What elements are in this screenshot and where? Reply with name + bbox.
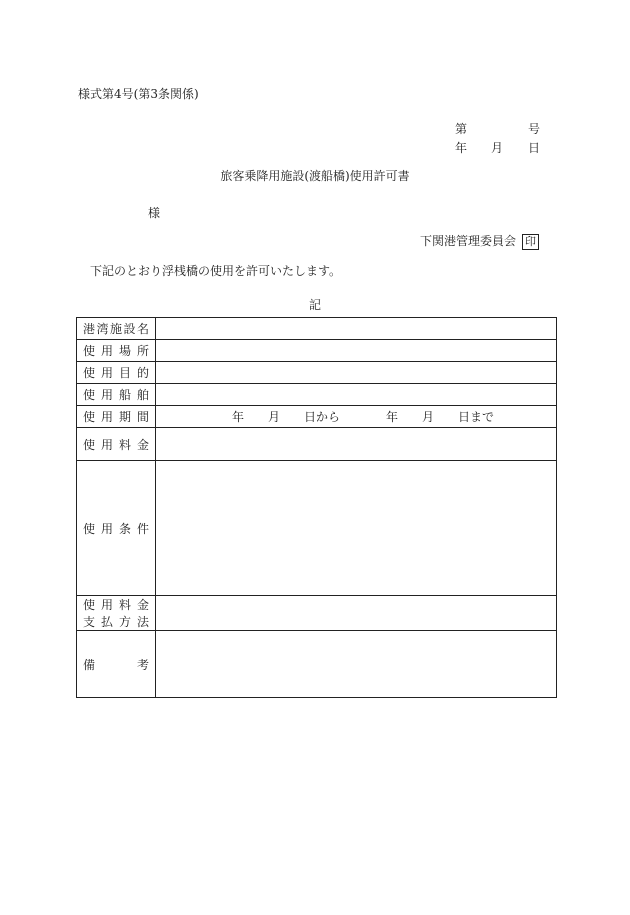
label-purpose	[77, 362, 156, 384]
label-two-line	[77, 596, 155, 630]
value-period	[156, 406, 557, 428]
ki-heading: 記	[308, 298, 321, 312]
label-text	[77, 596, 155, 613]
label-char: 件	[136, 521, 149, 536]
label-char: 湾	[96, 322, 109, 336]
period-end-month: 月	[422, 410, 435, 424]
label-char: 船	[118, 388, 131, 402]
seal-mark: 印	[522, 234, 539, 250]
number-prefix: 第	[455, 122, 468, 136]
label-facility	[77, 318, 156, 340]
label-char: 期	[118, 410, 131, 424]
table-row	[77, 384, 557, 406]
value-facility	[156, 318, 557, 340]
label-char: 料	[118, 437, 131, 452]
form-number: 様式第4号(第3条関係)	[78, 87, 199, 101]
label-text	[77, 613, 155, 630]
label-char: 考	[136, 657, 149, 672]
label-fee	[77, 428, 156, 461]
label-char: 使	[83, 598, 96, 612]
label-char: 払	[100, 615, 113, 629]
value-fee	[156, 428, 557, 461]
number-suffix: 号	[528, 122, 541, 136]
label-char: 方	[118, 615, 131, 629]
value-remarks	[156, 631, 557, 698]
label-char: 金	[136, 437, 149, 452]
label-char: 用	[100, 437, 113, 452]
label-text	[77, 320, 155, 337]
value-purpose	[156, 362, 557, 384]
label-char: 用	[100, 521, 113, 536]
label-char: 舶	[136, 388, 149, 402]
addressee-suffix: 様	[148, 206, 161, 220]
label-char: 用	[100, 366, 113, 380]
label-text	[77, 436, 155, 453]
value-vessel	[156, 384, 557, 406]
document-title: 旅客乗降用施設(渡船橋)使用許可書	[220, 169, 410, 183]
table-row	[77, 596, 557, 631]
label-char: 施	[109, 322, 122, 336]
label-char: 間	[136, 410, 149, 424]
label-char: 使	[83, 366, 96, 380]
label-char: 用	[100, 388, 113, 402]
label-char: 条	[118, 521, 131, 536]
label-char: 備	[83, 657, 96, 672]
value-conditions	[156, 461, 557, 596]
table-row	[77, 631, 557, 698]
label-char: 目	[118, 366, 131, 380]
period-start-day: 日から	[304, 410, 341, 424]
value-place	[156, 340, 557, 362]
issuer-name: 下関港管理委員会	[420, 234, 517, 248]
label-payment	[77, 596, 156, 631]
label-text	[77, 386, 155, 403]
label-period	[77, 406, 156, 428]
label-char: 使	[83, 388, 96, 402]
table-row	[77, 362, 557, 384]
table-row	[77, 318, 557, 340]
date-day: 日	[528, 141, 541, 155]
label-char: 名	[136, 322, 149, 336]
table-row	[77, 461, 557, 596]
date-year: 年	[455, 141, 468, 155]
label-char: 使	[83, 344, 96, 358]
label-char: 場	[118, 344, 131, 358]
period-end-year: 年	[386, 410, 399, 424]
label-char: 的	[136, 366, 149, 380]
label-place	[77, 340, 156, 362]
label-char: 設	[123, 322, 136, 336]
label-char: 使	[83, 410, 96, 424]
label-conditions	[77, 461, 156, 596]
table-row	[77, 428, 557, 461]
label-text	[77, 520, 155, 537]
period-start-month: 月	[268, 410, 281, 424]
label-char: 支	[83, 615, 96, 629]
label-char: 使	[83, 437, 96, 452]
form-table	[76, 317, 557, 698]
table-row	[77, 340, 557, 362]
label-char: 法	[136, 615, 149, 629]
label-text	[77, 364, 155, 381]
label-text	[77, 342, 155, 359]
label-remarks	[77, 631, 156, 698]
label-text	[77, 408, 155, 425]
label-text	[77, 656, 155, 673]
label-char: 使	[83, 521, 96, 536]
period-line	[156, 408, 556, 425]
label-char: 用	[100, 344, 113, 358]
period-end-day: 日まで	[458, 410, 495, 424]
body-text: 下記のとおり浮桟橋の使用を許可いたします。	[90, 264, 342, 278]
issuer	[420, 232, 539, 250]
label-vessel	[77, 384, 156, 406]
period-start-year: 年	[232, 410, 245, 424]
label-char: 金	[136, 598, 149, 612]
label-char: 港	[83, 322, 96, 336]
label-char: 所	[136, 344, 149, 358]
label-char: 料	[118, 598, 131, 612]
table-row	[77, 406, 557, 428]
value-payment	[156, 596, 557, 631]
label-char: 用	[100, 598, 113, 612]
label-char: 用	[100, 410, 113, 424]
date-month: 月	[491, 141, 504, 155]
